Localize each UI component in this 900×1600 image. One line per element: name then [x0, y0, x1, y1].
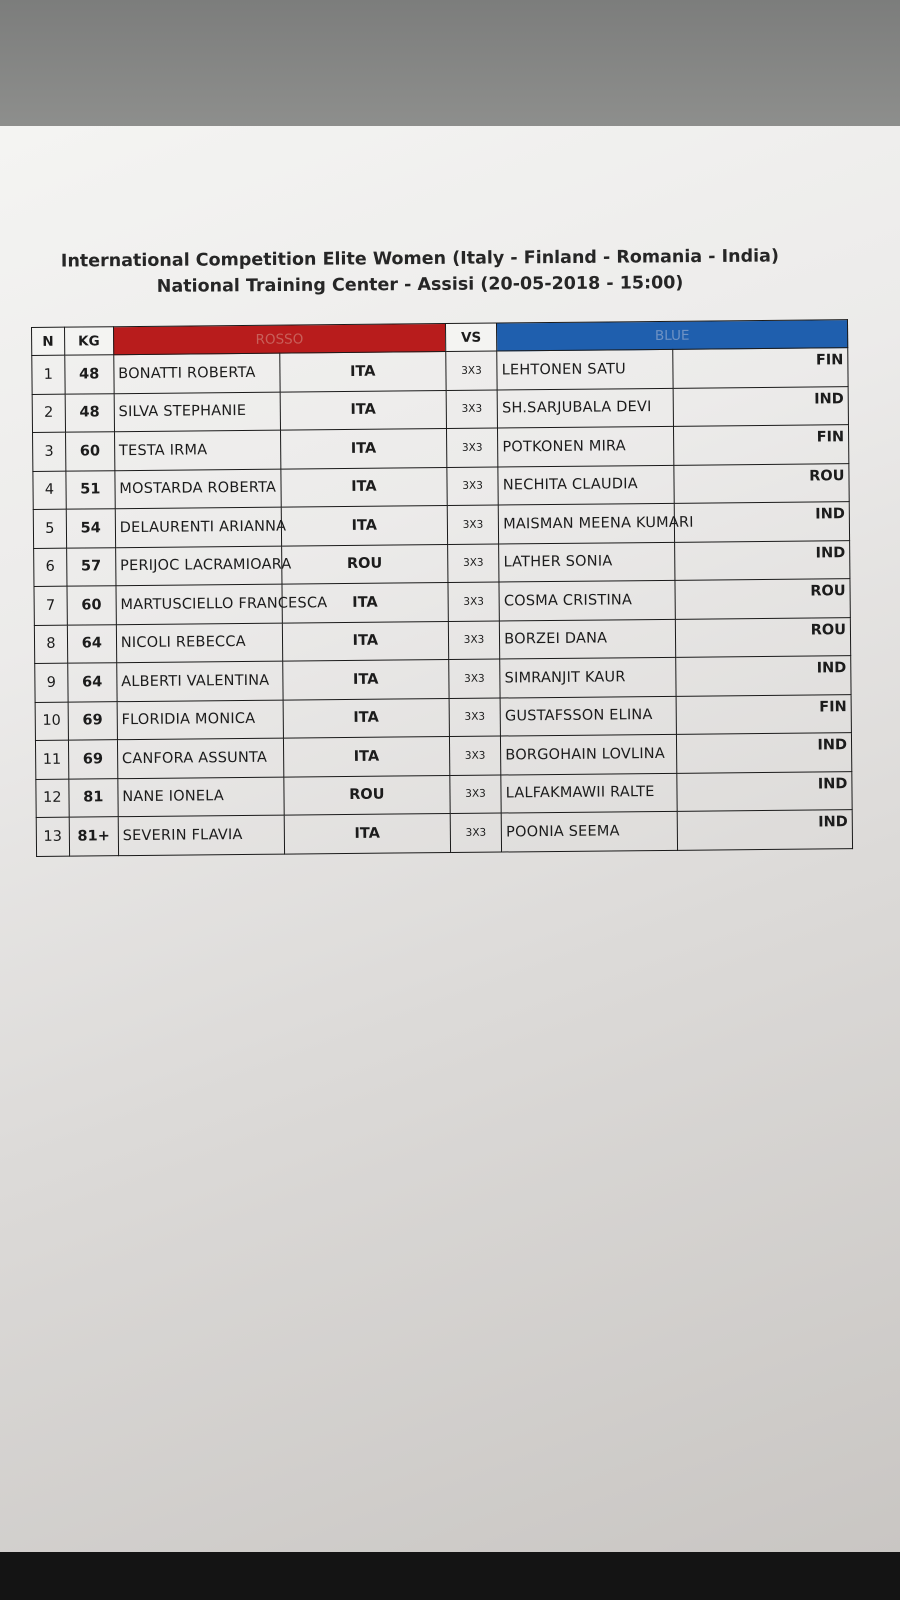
- bout-format: 3X3: [449, 736, 501, 775]
- bout-format: 3X3: [448, 582, 500, 621]
- bout-number: 1: [32, 355, 65, 394]
- blue-boxer-name: POTKONEN MIRA: [498, 426, 674, 466]
- bout-table-container: [31, 319, 853, 856]
- red-boxer-name: NANE IONELA: [118, 777, 284, 817]
- red-boxer-name: FLORIDIA MONICA: [117, 700, 283, 740]
- weight-class: 64: [67, 663, 116, 702]
- weight-class: 81: [69, 778, 118, 817]
- blue-boxer-name: NECHITA CLAUDIA: [498, 465, 674, 505]
- document-title: [0, 243, 840, 301]
- bout-number: 5: [33, 509, 66, 548]
- bout-number: 4: [33, 471, 66, 510]
- blue-country: IND: [676, 771, 852, 811]
- bout-number: 7: [34, 586, 67, 625]
- weight-class: 54: [66, 509, 115, 548]
- bout-format: 3X3: [450, 775, 502, 814]
- bout-format: 3X3: [450, 813, 502, 852]
- blue-country: FIN: [672, 348, 848, 388]
- bout-number: 10: [35, 702, 68, 741]
- red-country: ITA: [280, 429, 446, 469]
- bout-number: 12: [36, 779, 69, 818]
- bout-format: 3X3: [446, 428, 498, 467]
- header-blue-corner: BLUE: [497, 320, 848, 351]
- blue-country: ROU: [673, 463, 849, 503]
- blue-country: IND: [677, 810, 853, 850]
- bout-format: 3X3: [447, 505, 499, 544]
- red-country: ITA: [283, 737, 449, 777]
- blue-country: ROU: [675, 617, 851, 657]
- blue-country: IND: [674, 540, 850, 580]
- blue-country: ROU: [675, 579, 851, 619]
- blue-boxer-name: LATHER SONIA: [499, 542, 675, 582]
- weight-class: 48: [64, 355, 113, 394]
- bout-number: 8: [34, 625, 67, 664]
- table-row: [36, 810, 852, 856]
- bout-number: 3: [33, 432, 66, 471]
- red-country: ITA: [280, 390, 446, 430]
- red-boxer-name: DELAURENTI ARIANNA: [115, 507, 281, 547]
- red-country: ITA: [280, 352, 446, 392]
- blue-boxer-name: COSMA CRISTINA: [499, 580, 675, 620]
- red-boxer-name: TESTA IRMA: [114, 430, 280, 470]
- blue-boxer-name: BORGOHAIN LOVLINA: [501, 734, 677, 774]
- blue-boxer-name: GUSTAFSSON ELINA: [500, 696, 676, 736]
- bout-format: 3X3: [448, 621, 500, 660]
- bout-format: 3X3: [446, 351, 498, 390]
- bout-format: 3X3: [447, 467, 499, 506]
- red-boxer-name: MOSTARDA ROBERTA: [115, 469, 281, 509]
- red-country: ITA: [281, 506, 447, 546]
- blue-country: IND: [674, 502, 850, 542]
- red-country: ITA: [281, 467, 447, 507]
- weight-class: 69: [68, 701, 117, 740]
- title-line-2: National Training Center - Assisi (20-05-2018 - 15:00): [156, 273, 684, 297]
- red-country: ITA: [283, 660, 449, 700]
- bout-table: [31, 319, 853, 856]
- red-country: ROU: [284, 775, 450, 815]
- red-country: ITA: [284, 814, 450, 854]
- bout-number: 11: [35, 740, 68, 779]
- red-boxer-name: ALBERTI VALENTINA: [117, 661, 283, 701]
- red-boxer-name: MARTUSCIELLO FRANCESCA: [116, 584, 282, 624]
- blue-country: IND: [675, 656, 851, 696]
- blue-boxer-name: SIMRANJIT KAUR: [500, 657, 676, 697]
- bout-format: 3X3: [449, 698, 501, 737]
- blue-boxer-name: MAISMAN MEENA KUMARI: [498, 503, 674, 543]
- bout-format: 3X3: [446, 390, 498, 429]
- weight-class: 57: [66, 547, 115, 586]
- weight-class: 64: [67, 624, 116, 663]
- bout-number: 2: [32, 394, 65, 433]
- blue-boxer-name: LEHTONEN SATU: [497, 349, 673, 389]
- blue-country: IND: [676, 733, 852, 773]
- red-boxer-name: NICOLI REBECCA: [116, 623, 282, 663]
- weight-class: 51: [66, 470, 115, 509]
- blue-boxer-name: SH.SARJUBALA DEVI: [497, 388, 673, 428]
- header-vs: VS: [445, 323, 497, 351]
- photo-background-bottom: [0, 1552, 900, 1600]
- red-boxer-name: SILVA STEPHANIE: [114, 392, 280, 432]
- blue-boxer-name: LALFAKMAWII RALTE: [501, 773, 677, 813]
- weight-class: 48: [65, 393, 114, 432]
- red-country: ROU: [281, 544, 447, 584]
- weight-class: 69: [68, 740, 117, 779]
- bout-format: 3X3: [447, 544, 499, 583]
- blue-country: IND: [673, 386, 849, 426]
- bout-number: 9: [35, 663, 68, 702]
- blue-boxer-name: BORZEI DANA: [500, 619, 676, 659]
- red-boxer-name: SEVERIN FLAVIA: [118, 815, 284, 855]
- weight-class: 81+: [69, 817, 118, 856]
- blue-boxer-name: POONIA SEEMA: [501, 811, 677, 851]
- red-country: ITA: [283, 698, 449, 738]
- red-boxer-name: CANFORA ASSUNTA: [117, 738, 283, 778]
- bout-number: 13: [36, 817, 69, 856]
- weight-class: 60: [65, 432, 114, 471]
- header-kg: KG: [64, 327, 113, 355]
- red-country: ITA: [282, 621, 448, 661]
- bout-format: 3X3: [449, 659, 501, 698]
- photo-background-top: [0, 0, 900, 130]
- bout-rows: [32, 348, 853, 856]
- bout-number: 6: [34, 548, 67, 587]
- red-country: ITA: [282, 583, 448, 623]
- red-boxer-name: PERIJOC LACRAMIOARA: [115, 546, 281, 586]
- red-boxer-name: BONATTI ROBERTA: [114, 353, 280, 393]
- title-line-1: International Competition Elite Women (Italy - Finland - Romania - India): [60, 246, 779, 272]
- header-red-corner: ROSSO: [113, 324, 445, 355]
- weight-class: 60: [67, 586, 116, 625]
- header-n: N: [32, 327, 65, 355]
- blue-country: FIN: [676, 694, 852, 734]
- blue-country: FIN: [673, 425, 849, 465]
